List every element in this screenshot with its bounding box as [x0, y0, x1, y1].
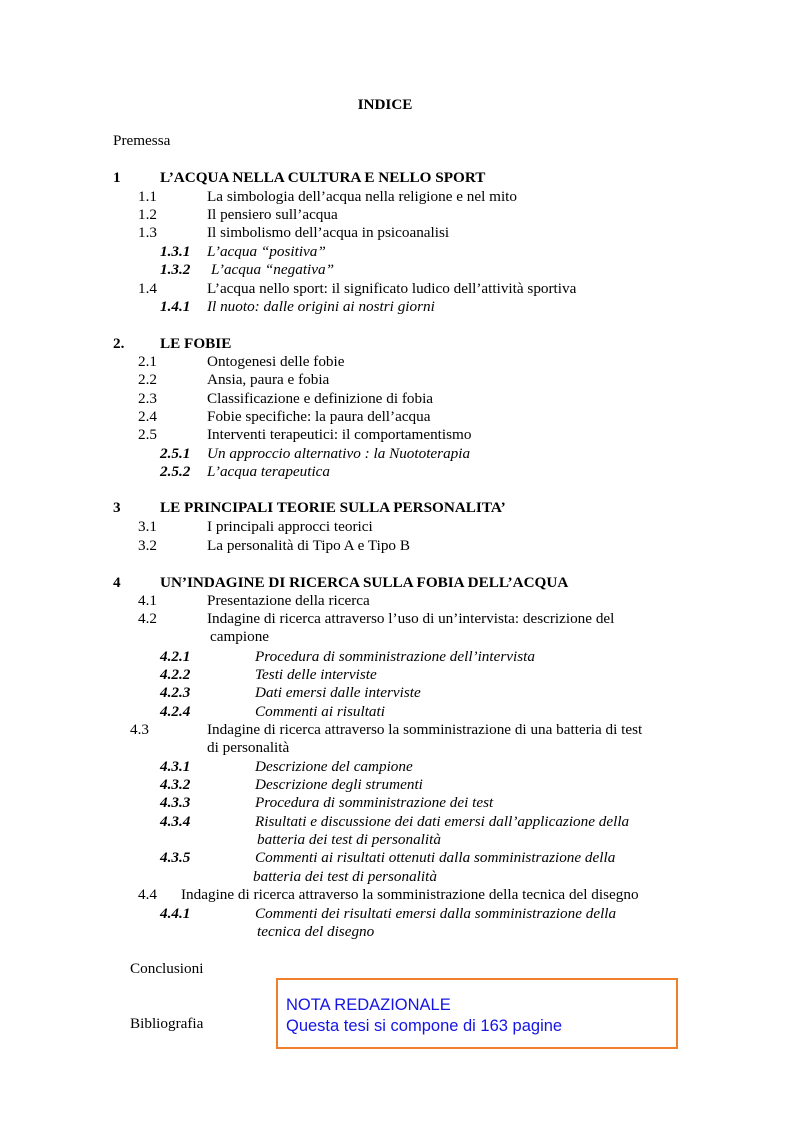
toc-entry: Il pensiero sull’acqua	[207, 206, 338, 223]
toc-subnumber: 4.2.2	[160, 666, 191, 683]
toc-number: 1.2	[138, 206, 157, 223]
chapter-2-title: LE FOBIE	[160, 335, 232, 352]
toc-entry: La personalità di Tipo A e Tipo B	[207, 537, 410, 554]
chapter-4-title: UN’INDAGINE DI RICERCA SULLA FOBIA DELL’ACQUA	[160, 574, 569, 591]
chapter-3-title: LE PRINCIPALI TEORIE SULLA PERSONALITA’	[160, 499, 506, 516]
toc-entry: Indagine di ricerca attraverso la somministrazione di una batteria di test	[207, 721, 643, 738]
toc-subnumber: 1.4.1	[160, 298, 191, 315]
page-title: INDICE	[357, 96, 413, 113]
toc-number: 2.5	[138, 426, 157, 443]
toc-subnumber: 4.3.5	[160, 849, 191, 866]
toc-number: 4.3	[130, 721, 149, 738]
chapter-3-number: 3	[113, 499, 121, 516]
chapter-4-number: 4	[113, 574, 121, 591]
chapter-2-number: 2.	[113, 335, 125, 352]
editorial-note-box	[276, 978, 678, 1049]
toc-subentry: Procedura di somministrazione dei test	[255, 794, 494, 811]
toc-number: 2.2	[138, 371, 157, 388]
toc-entry: Ontogenesi delle fobie	[207, 353, 345, 370]
toc-subnumber: 2.5.1	[160, 445, 191, 462]
toc-subentry: Commenti dei risultati emersi dalla somministrazione della	[255, 905, 617, 922]
toc-subnumber: 4.2.4	[160, 703, 191, 720]
toc-subnumber: 4.2.1	[160, 648, 191, 665]
chapter-1-number: 1	[113, 169, 121, 186]
toc-subentry: Procedura di somministrazione dell’intervista	[255, 648, 535, 665]
toc-subentry-continued: tecnica del disegno	[257, 923, 375, 940]
toc-subentry: Testi delle interviste	[255, 666, 377, 683]
toc-number: 2.1	[138, 353, 157, 370]
toc-entry: Interventi terapeutici: il comportamentismo	[207, 426, 472, 443]
toc-subentry: Commenti ai risultati	[255, 703, 385, 720]
toc-subentry: L’acqua “negativa”	[211, 261, 335, 278]
toc-subentry: L’acqua terapeutica	[207, 463, 331, 480]
toc-subnumber: 4.3.2	[160, 776, 191, 793]
toc-number: 3.2	[138, 537, 157, 554]
toc-entry-continued: di personalità	[207, 739, 290, 756]
toc-subentry: Un approccio alternativo : la Nuototerapia	[207, 445, 471, 462]
toc-number: 4.2	[138, 610, 157, 627]
toc-entry-continued: campione	[210, 628, 270, 645]
toc-number: 1.3	[138, 224, 157, 241]
toc-entry: La simbologia dell’acqua nella religione e nel mito	[207, 188, 517, 205]
toc-entry: Indagine di ricerca attraverso l’uso di un’intervista: descrizione del	[207, 610, 615, 627]
toc-number: 2.4	[138, 408, 157, 425]
toc-number: 2.3	[138, 390, 157, 407]
toc-number: 4.4	[138, 886, 157, 903]
toc-subnumber: 4.4.1	[160, 905, 191, 922]
editorial-note-heading: NOTA REDAZIONALE	[286, 996, 451, 1014]
toc-subnumber: 4.3.1	[160, 758, 191, 775]
toc-subnumber: 4.3.4	[160, 813, 191, 830]
toc-entry: Classificazione e definizione di fobia	[207, 390, 434, 407]
toc-entry: Indagine di ricerca attraverso la somministrazione della tecnica del disegno	[181, 886, 639, 903]
toc-number: 4.1	[138, 592, 157, 609]
toc-entry: I principali approcci teorici	[207, 518, 373, 535]
toc-subentry: Risultati e discussione dei dati emersi dall’applicazione della	[255, 813, 630, 830]
toc-number: 3.1	[138, 518, 157, 535]
toc-entry: Fobie specifiche: la paura dell’acqua	[207, 408, 431, 425]
toc-subnumber: 2.5.2	[160, 463, 191, 480]
toc-subentry-continued: batteria dei test di personalità	[253, 868, 437, 885]
toc-subentry: Descrizione degli strumenti	[255, 776, 423, 793]
toc-number: 1.4	[138, 280, 157, 297]
toc-subentry: L’acqua “positiva”	[207, 243, 326, 260]
toc-subentry-continued: batteria dei test di personalità	[257, 831, 441, 848]
toc-subnumber: 1.3.1	[160, 243, 191, 260]
toc-subentry: Dati emersi dalle interviste	[255, 684, 421, 701]
toc-conclusioni: Conclusioni	[130, 960, 204, 977]
editorial-note-text: Questa tesi si compone di 163 pagine	[286, 1017, 563, 1035]
toc-entry: L’acqua nello sport: il significato ludico dell’attività sportiva	[207, 280, 577, 297]
toc-subentry: Il nuoto: dalle origini ai nostri giorni	[207, 298, 435, 315]
toc-subnumber: 4.3.3	[160, 794, 191, 811]
toc-premessa: Premessa	[113, 132, 171, 149]
toc-entry: Ansia, paura e fobia	[207, 371, 330, 388]
toc-subnumber: 1.3.2	[160, 261, 191, 278]
toc-subnumber: 4.2.3	[160, 684, 191, 701]
toc-subentry: Descrizione del campione	[255, 758, 413, 775]
toc-bibliografia: Bibliografia	[130, 1015, 204, 1032]
toc-number: 1.1	[138, 188, 157, 205]
toc-entry: Il simbolismo dell’acqua in psicoanalisi	[207, 224, 450, 241]
chapter-1-title: L’ACQUA NELLA CULTURA E NELLO SPORT	[160, 169, 486, 186]
toc-subentry: Commenti ai risultati ottenuti dalla somministrazione della	[255, 849, 616, 866]
toc-entry: Presentazione della ricerca	[207, 592, 370, 609]
